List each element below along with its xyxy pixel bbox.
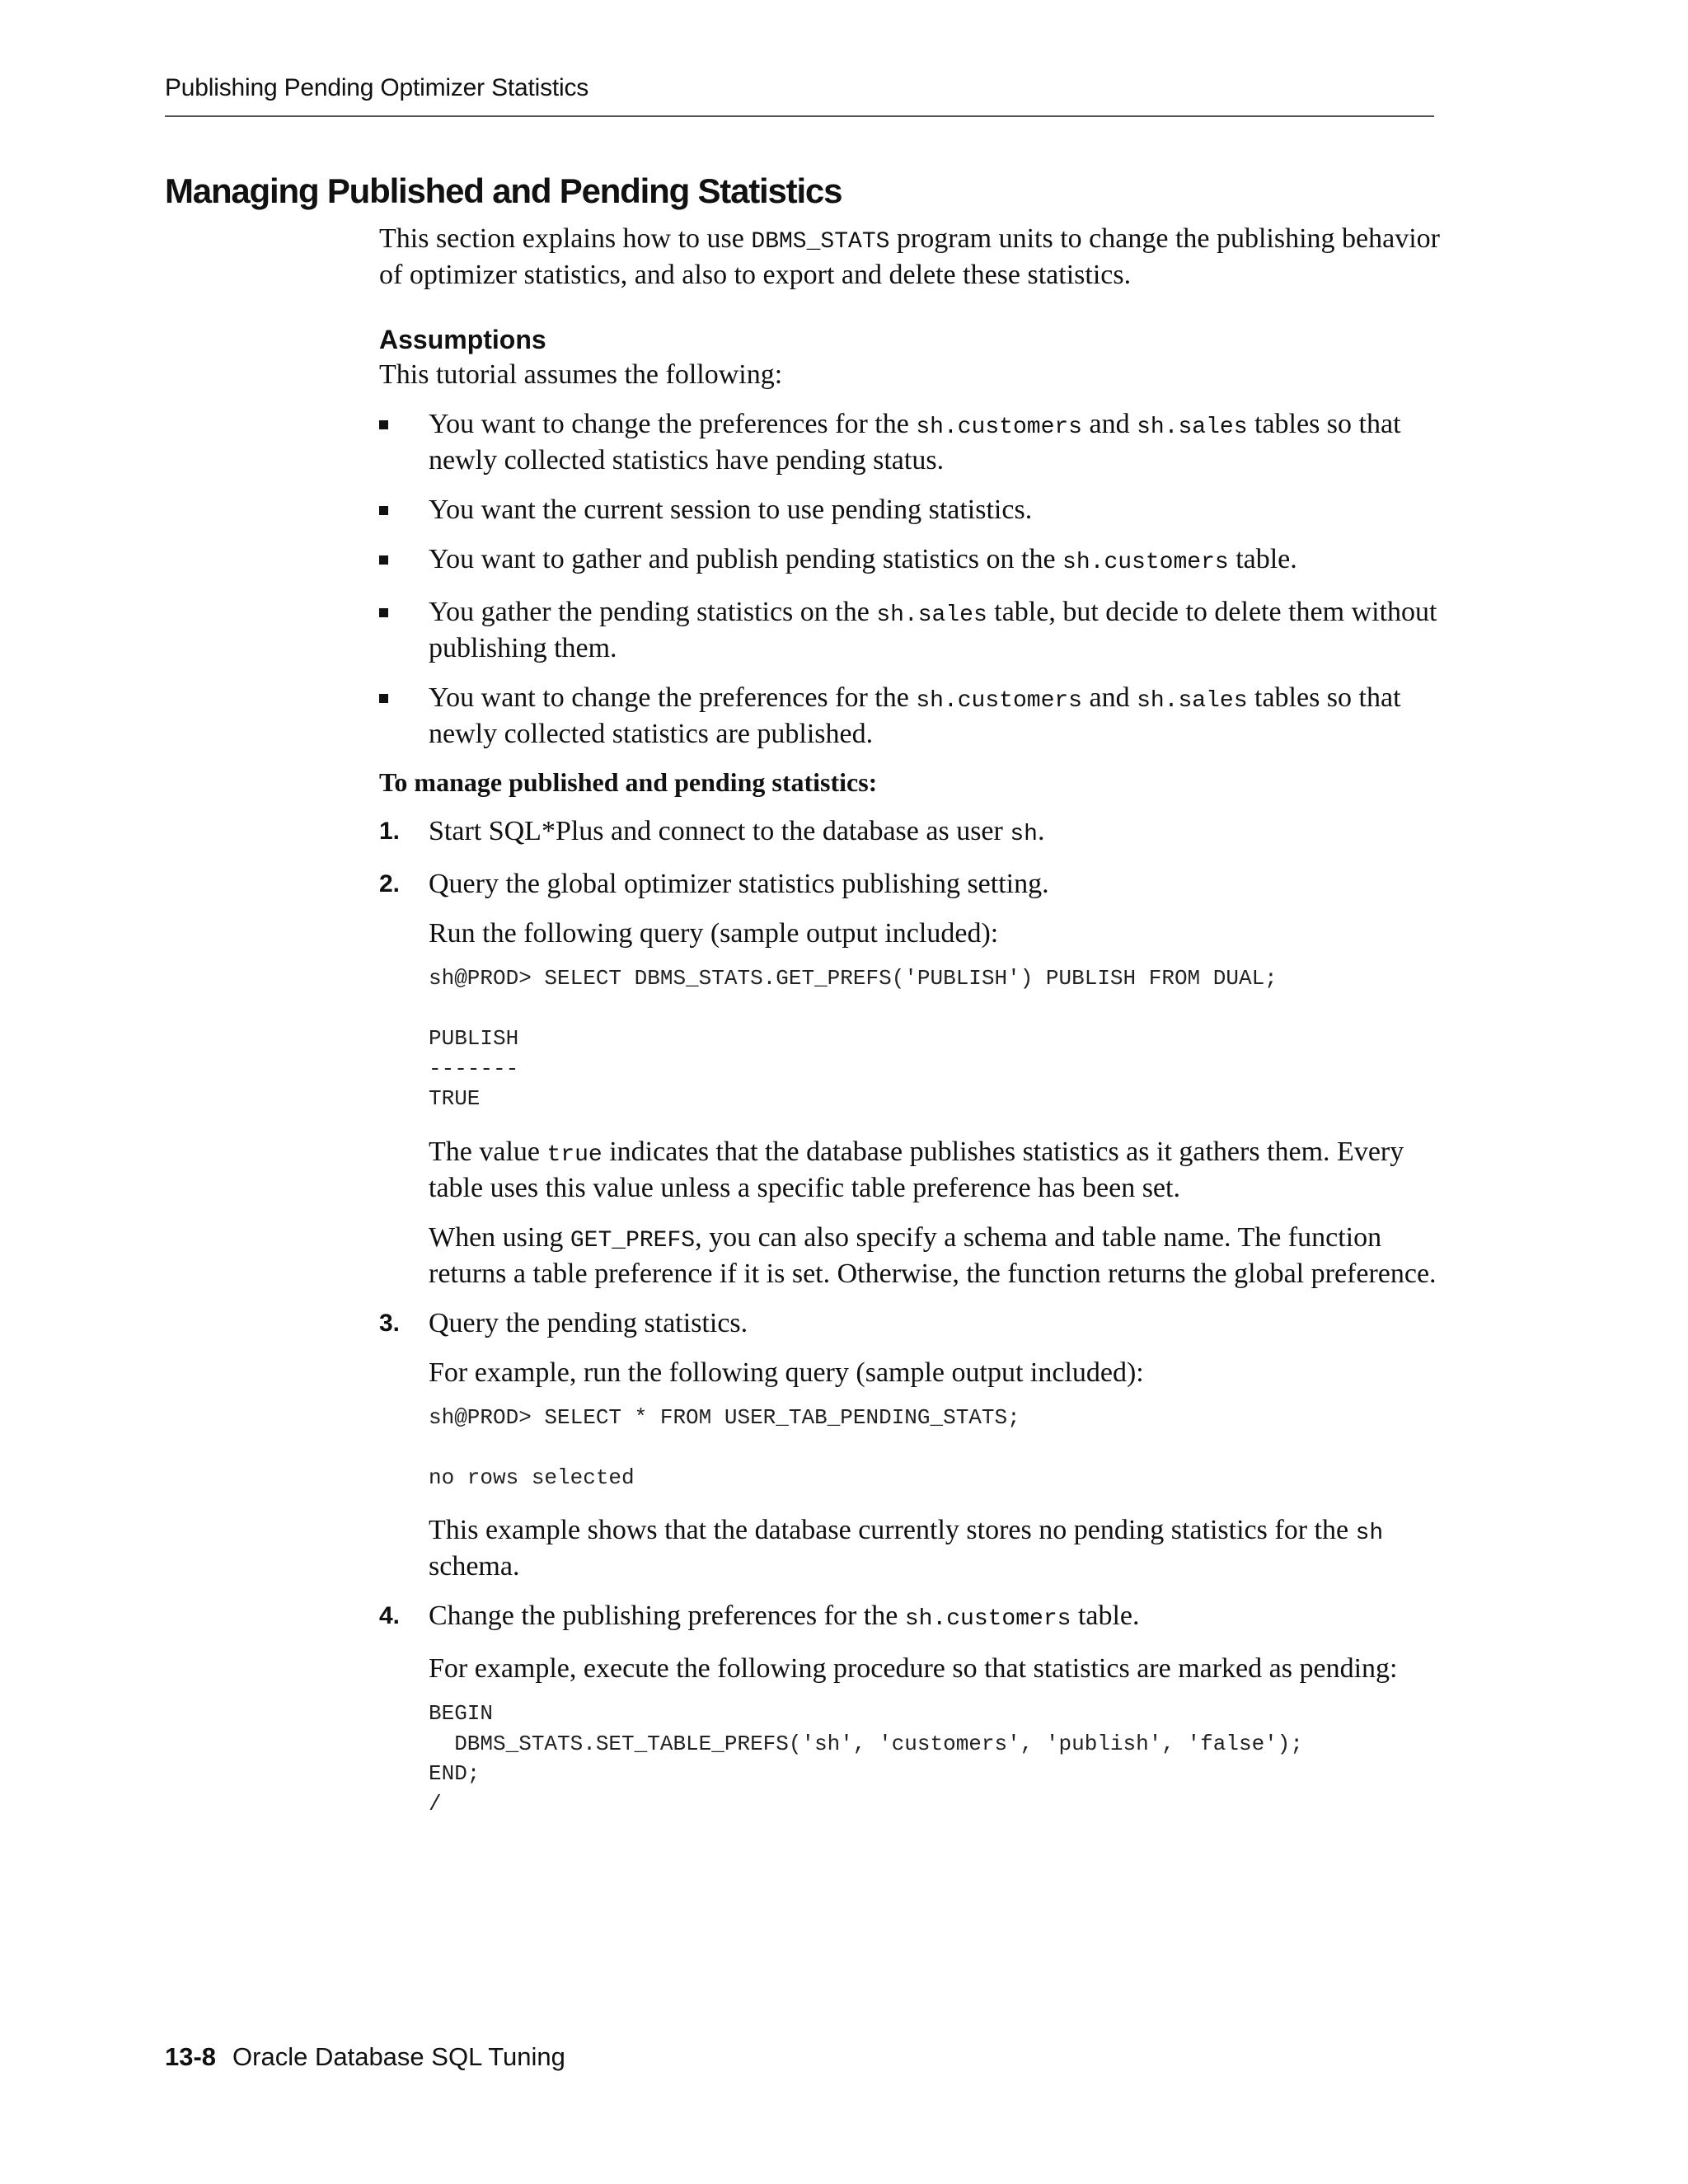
bullet-icon [379,608,388,617]
page-footer [165,2042,565,2072]
assumptions-list [379,408,1451,751]
list-item: You want the current session to use pending statistics. [379,494,1451,527]
code-term: DBMS_STATS [751,229,890,255]
bullet-icon [379,506,388,515]
bullet-icon [379,555,388,565]
header-rule [165,115,1434,117]
intro-paragraph: This section explains how to use DBMS_STATS program units to change the publishing behavior of optimizer statistics, and also to export and delete these statistics. [379,223,1441,290]
step-number: 1. [379,818,401,845]
list-item: You want to change the preferences for the sh.customers and sh.sales tables so that newly collected statistics are published. [379,682,1451,751]
running-header: Publishing Pending Optimizer Statistics [165,74,589,101]
step-3 [379,1307,1451,1584]
step-text: Start SQL*Plus and connect to the database as user sh. [429,816,1045,847]
step-text: Change the publishing preferences for the sh.customers table. [429,1601,1140,1632]
body-column [379,223,1451,1819]
section-title: Managing Published and Pending Statistics [165,171,842,210]
list-item: You want to gather and publish pending statistics on the sh.customers table. [379,543,1451,579]
bullet-icon [379,694,388,703]
code-block: BEGIN DBMS_STATS.SET_TABLE_PREFS('sh', 'customers', 'publish', 'false'); END; / [429,1701,1303,1816]
step-1 [379,815,1451,851]
list-item: You want to change the preferences for the sh.customers and sh.sales tables so that newly collected statistics have pending status. [379,408,1451,477]
step-2 [379,868,1451,1291]
step-number: 3. [379,1309,401,1337]
list-item: You gather the pending statistics on the sh.sales table, but decide to delete them without publishing them. [379,596,1451,665]
step-instruction: Run the following query (sample output included): [429,918,999,949]
explanation-paragraph: The value true indicates that the database publishes statistics as it gathers them. Every table uses this value unless a specific table preference has been set. [429,1136,1404,1203]
explanation-paragraph: When using GET_PREFS, you can also specify a schema and table name. The function returns a table preference if it is set. Otherwise, the function returns the global preference. [429,1221,1437,1289]
procedure-heading: To manage published and pending statistics: [379,767,878,797]
step-instruction: For example, execute the following procedure so that statistics are marked as pending: [429,1653,1398,1684]
code-block: sh@PROD> SELECT * FROM USER_TAB_PENDING_STATS; no rows selected [429,1404,1020,1490]
step-number: 4. [379,1602,401,1629]
bullet-icon [379,420,388,429]
assumptions-heading: Assumptions [379,325,546,354]
step-instruction: For example, run the following query (sample output included): [429,1357,1144,1388]
page-number: 13-8 [165,2042,217,2071]
explanation-paragraph: This example shows that the database currently stores no pending statistics for the sh schema. [429,1515,1384,1582]
step-text: Query the pending statistics. [429,1307,748,1338]
assumptions-lead: This tutorial assumes the following: [379,359,783,390]
step-4 [379,1600,1451,1819]
step-number: 2. [379,870,401,898]
step-text: Query the global optimizer statistics publishing setting. [429,869,1049,899]
code-block: sh@PROD> SELECT DBMS_STATS.GET_PREFS('PUBLISH') PUBLISH FROM DUAL; PUBLISH ------- TRUE [429,966,1278,1111]
book-title: Oracle Database SQL Tuning [232,2042,565,2071]
